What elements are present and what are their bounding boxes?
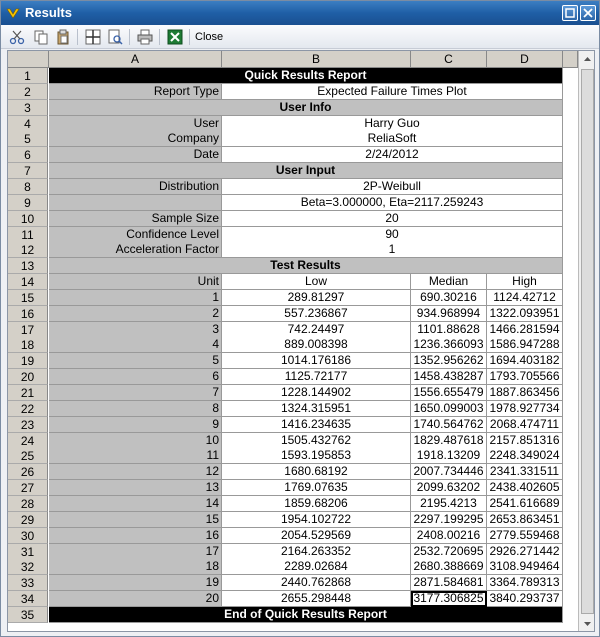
row-header[interactable]: 34 — [8, 591, 48, 607]
low-cell[interactable]: 2289.02684 — [222, 559, 411, 575]
excel-icon[interactable] — [167, 29, 183, 45]
unit-cell[interactable]: 18 — [49, 559, 222, 575]
row-header[interactable]: 35 — [8, 607, 48, 623]
high-cell[interactable]: 1322.093951 — [487, 306, 563, 322]
column-header-d[interactable]: D — [487, 51, 563, 68]
row-header[interactable]: 23 — [8, 417, 48, 433]
row-header[interactable]: 29 — [8, 512, 48, 528]
company-label-cell[interactable]: Company — [49, 131, 222, 147]
low-cell[interactable]: 2440.762868 — [222, 575, 411, 591]
sample-size-label-cell[interactable]: Sample Size — [49, 211, 222, 227]
user-label-cell[interactable]: User — [49, 116, 222, 132]
unit-cell[interactable]: 9 — [49, 417, 222, 433]
row-header[interactable]: 17 — [8, 322, 48, 338]
row-header[interactable]: 4 — [8, 116, 48, 132]
row-header[interactable]: 6 — [8, 147, 48, 163]
row-header[interactable]: 30 — [8, 528, 48, 544]
report-end-cell[interactable]: End of Quick Results Report — [49, 607, 563, 623]
unit-cell[interactable]: 10 — [49, 433, 222, 449]
median-cell[interactable]: 1458.438287 — [411, 369, 487, 385]
median-cell[interactable]: 1740.564762 — [411, 417, 487, 433]
row-header[interactable]: 21 — [8, 385, 48, 401]
median-cell[interactable]: 2297.199295 — [411, 512, 487, 528]
title-bar[interactable] — [1, 1, 599, 25]
high-cell[interactable]: 2248.349024 — [487, 448, 563, 464]
print-icon[interactable] — [137, 29, 153, 45]
low-cell[interactable]: 1324.315951 — [222, 401, 411, 417]
column-header-c[interactable]: C — [411, 51, 487, 68]
low-cell[interactable]: 557.236867 — [222, 306, 411, 322]
row-header[interactable]: 15 — [8, 290, 48, 306]
row-header[interactable]: 10 — [8, 211, 48, 227]
median-cell[interactable]: 2532.720695 — [411, 544, 487, 560]
row-header[interactable]: 2 — [8, 84, 48, 100]
median-cell[interactable]: 1650.099003 — [411, 401, 487, 417]
company-value-cell[interactable]: ReliaSoft — [222, 131, 563, 147]
unit-header-cell[interactable]: Unit — [49, 274, 222, 290]
freeze-panes-icon[interactable] — [85, 29, 101, 45]
user-value-cell[interactable]: Harry Guo — [222, 116, 563, 132]
low-cell[interactable]: 1125.72177 — [222, 369, 411, 385]
unit-cell[interactable]: 7 — [49, 385, 222, 401]
row-header[interactable]: 33 — [8, 575, 48, 591]
cut-icon[interactable] — [9, 29, 25, 45]
scroll-down-icon[interactable] — [581, 617, 594, 630]
row-header[interactable]: 1 — [8, 68, 48, 84]
acceleration-factor-label-cell[interactable]: Acceleration Factor — [49, 242, 222, 258]
distribution-value-cell[interactable]: 2P-Weibull — [222, 179, 563, 195]
results-sheet[interactable] — [7, 50, 595, 632]
median-header-cell[interactable]: Median — [411, 274, 487, 290]
toolbar — [1, 25, 599, 49]
high-cell[interactable]: 2438.402605 — [487, 480, 563, 496]
row-header[interactable]: 19 — [8, 353, 48, 369]
close-button[interactable]: Close — [195, 31, 224, 43]
column-header-a[interactable]: A — [49, 51, 222, 68]
high-cell[interactable]: 2341.331511 — [487, 464, 563, 480]
low-header-cell[interactable]: Low — [222, 274, 411, 290]
row-header[interactable]: 5 — [8, 131, 48, 147]
row-header[interactable]: 8 — [8, 179, 48, 195]
median-cell[interactable]: 1918.13209 — [411, 448, 487, 464]
median-cell[interactable]: 1829.487618 — [411, 433, 487, 449]
low-cell[interactable]: 1769.07635 — [222, 480, 411, 496]
row-header[interactable]: 31 — [8, 544, 48, 560]
unit-cell[interactable]: 1 — [49, 290, 222, 306]
unit-cell[interactable]: 3 — [49, 322, 222, 338]
row-header[interactable]: 16 — [8, 306, 48, 322]
low-cell[interactable]: 2655.298448 — [222, 591, 411, 607]
parameters-label-cell[interactable] — [49, 195, 222, 211]
high-header-cell[interactable]: High — [487, 274, 563, 290]
high-cell[interactable]: 1466.281594 — [487, 322, 563, 338]
low-cell[interactable]: 2054.529569 — [222, 528, 411, 544]
row-header[interactable]: 32 — [8, 559, 48, 575]
sample-size-value-cell[interactable]: 20 — [222, 211, 563, 227]
low-cell[interactable]: 1593.195853 — [222, 448, 411, 464]
low-cell[interactable]: 1680.68192 — [222, 464, 411, 480]
close-window-button[interactable] — [580, 5, 596, 21]
high-cell[interactable]: 2926.271442 — [487, 544, 563, 560]
parameters-value-cell[interactable]: Beta=3.000000, Eta=2117.259243 — [222, 195, 563, 211]
column-header-filler — [563, 51, 578, 68]
high-cell[interactable]: 3364.789313 — [487, 575, 563, 591]
row-header[interactable]: 9 — [8, 195, 48, 211]
median-cell[interactable]: 2871.584681 — [411, 575, 487, 591]
copy-icon[interactable] — [33, 29, 49, 45]
scroll-thumb[interactable] — [581, 69, 594, 614]
low-cell[interactable]: 289.81297 — [222, 290, 411, 306]
confidence-level-label-cell[interactable]: Confidence Level — [49, 227, 222, 243]
date-value-cell[interactable]: 2/24/2012 — [222, 147, 563, 163]
row-header[interactable]: 22 — [8, 401, 48, 417]
row-header[interactable]: 3 — [8, 100, 48, 116]
high-cell[interactable]: 1887.863456 — [487, 385, 563, 401]
low-cell[interactable]: 1954.102722 — [222, 512, 411, 528]
median-cell[interactable]: 2408.00216 — [411, 528, 487, 544]
unit-cell[interactable]: 14 — [49, 496, 222, 512]
median-cell[interactable]: 690.30216 — [411, 290, 487, 306]
report-type-value-cell[interactable]: Expected Failure Times Plot — [222, 84, 563, 100]
median-cell[interactable]: 2099.63202 — [411, 480, 487, 496]
report-title-cell[interactable]: Quick Results Report — [49, 68, 563, 84]
unit-cell[interactable]: 6 — [49, 369, 222, 385]
median-cell[interactable]: 2680.388669 — [411, 559, 487, 575]
row-header[interactable]: 20 — [8, 369, 48, 385]
median-cell[interactable]: 3177.306825 — [411, 591, 487, 607]
high-cell[interactable]: 1124.42712 — [487, 290, 563, 306]
column-header-b[interactable]: B — [222, 51, 411, 68]
high-cell[interactable]: 2653.863451 — [487, 512, 563, 528]
row-header[interactable]: 18 — [8, 337, 48, 353]
median-cell[interactable]: 934.968994 — [411, 306, 487, 322]
row-header[interactable]: 7 — [8, 163, 48, 179]
select-all-corner[interactable] — [8, 51, 49, 68]
median-cell[interactable]: 1352.956262 — [411, 353, 487, 369]
median-cell[interactable]: 1556.655479 — [411, 385, 487, 401]
paste-icon[interactable] — [55, 29, 71, 45]
low-cell[interactable]: 1505.432762 — [222, 433, 411, 449]
date-label-cell[interactable]: Date — [49, 147, 222, 163]
median-cell[interactable]: 1236.366093 — [411, 337, 487, 353]
high-cell[interactable]: 2541.616689 — [487, 496, 563, 512]
unit-cell[interactable]: 5 — [49, 353, 222, 369]
row-header[interactable]: 25 — [8, 448, 48, 464]
maximize-button[interactable] — [562, 5, 578, 21]
user-info-header[interactable]: User Info — [49, 100, 563, 116]
unit-cell[interactable]: 16 — [49, 528, 222, 544]
window-title: Results — [25, 5, 72, 20]
unit-cell[interactable]: 15 — [49, 512, 222, 528]
row-header[interactable]: 13 — [8, 258, 48, 274]
low-cell[interactable]: 1416.234635 — [222, 417, 411, 433]
app-icon — [6, 6, 20, 20]
maximize-icon — [565, 8, 575, 18]
row-header[interactable]: 24 — [8, 433, 48, 449]
unit-cell[interactable]: 19 — [49, 575, 222, 591]
high-cell[interactable]: 2157.851316 — [487, 433, 563, 449]
median-cell[interactable]: 1101.88628 — [411, 322, 487, 338]
low-cell[interactable]: 1228.144902 — [222, 385, 411, 401]
high-cell[interactable]: 2068.474711 — [487, 417, 563, 433]
low-cell[interactable]: 2164.263352 — [222, 544, 411, 560]
high-cell[interactable]: 3840.293737 — [487, 591, 563, 607]
acceleration-factor-value-cell[interactable]: 1 — [222, 242, 563, 258]
high-cell[interactable]: 1978.927734 — [487, 401, 563, 417]
high-cell[interactable]: 1586.947288 — [487, 337, 563, 353]
median-cell[interactable]: 2195.4213 — [411, 496, 487, 512]
vertical-scrollbar[interactable] — [578, 51, 595, 632]
low-cell[interactable]: 889.008398 — [222, 337, 411, 353]
row-header[interactable]: 14 — [8, 274, 48, 290]
unit-cell[interactable]: 8 — [49, 401, 222, 417]
confidence-level-value-cell[interactable]: 90 — [222, 227, 563, 243]
unit-cell[interactable]: 2 — [49, 306, 222, 322]
scroll-up-icon[interactable] — [581, 53, 594, 66]
row-header[interactable]: 12 — [8, 242, 48, 258]
unit-cell[interactable]: 11 — [49, 448, 222, 464]
unit-cell[interactable]: 17 — [49, 544, 222, 560]
low-cell[interactable]: 742.24497 — [222, 322, 411, 338]
user-input-header[interactable]: User Input — [49, 163, 563, 179]
high-cell[interactable]: 1694.403182 — [487, 353, 563, 369]
unit-cell[interactable]: 12 — [49, 464, 222, 480]
median-cell[interactable]: 2007.734446 — [411, 464, 487, 480]
distribution-label-cell[interactable]: Distribution — [49, 179, 222, 195]
low-cell[interactable]: 1014.176186 — [222, 353, 411, 369]
unit-cell[interactable]: 13 — [49, 480, 222, 496]
test-results-header[interactable]: Test Results — [49, 258, 563, 274]
print-preview-icon[interactable] — [107, 29, 123, 45]
high-cell[interactable]: 2779.559468 — [487, 528, 563, 544]
row-header[interactable]: 11 — [8, 227, 48, 243]
high-cell[interactable]: 3108.949464 — [487, 559, 563, 575]
row-header[interactable]: 27 — [8, 480, 48, 496]
row-header[interactable]: 26 — [8, 464, 48, 480]
row-header[interactable]: 28 — [8, 496, 48, 512]
unit-cell[interactable]: 20 — [49, 591, 222, 607]
low-cell[interactable]: 1859.68206 — [222, 496, 411, 512]
high-cell[interactable]: 1793.705566 — [487, 369, 563, 385]
unit-cell[interactable]: 4 — [49, 337, 222, 353]
report-type-label-cell[interactable]: Report Type — [49, 84, 222, 100]
close-icon — [583, 8, 593, 18]
